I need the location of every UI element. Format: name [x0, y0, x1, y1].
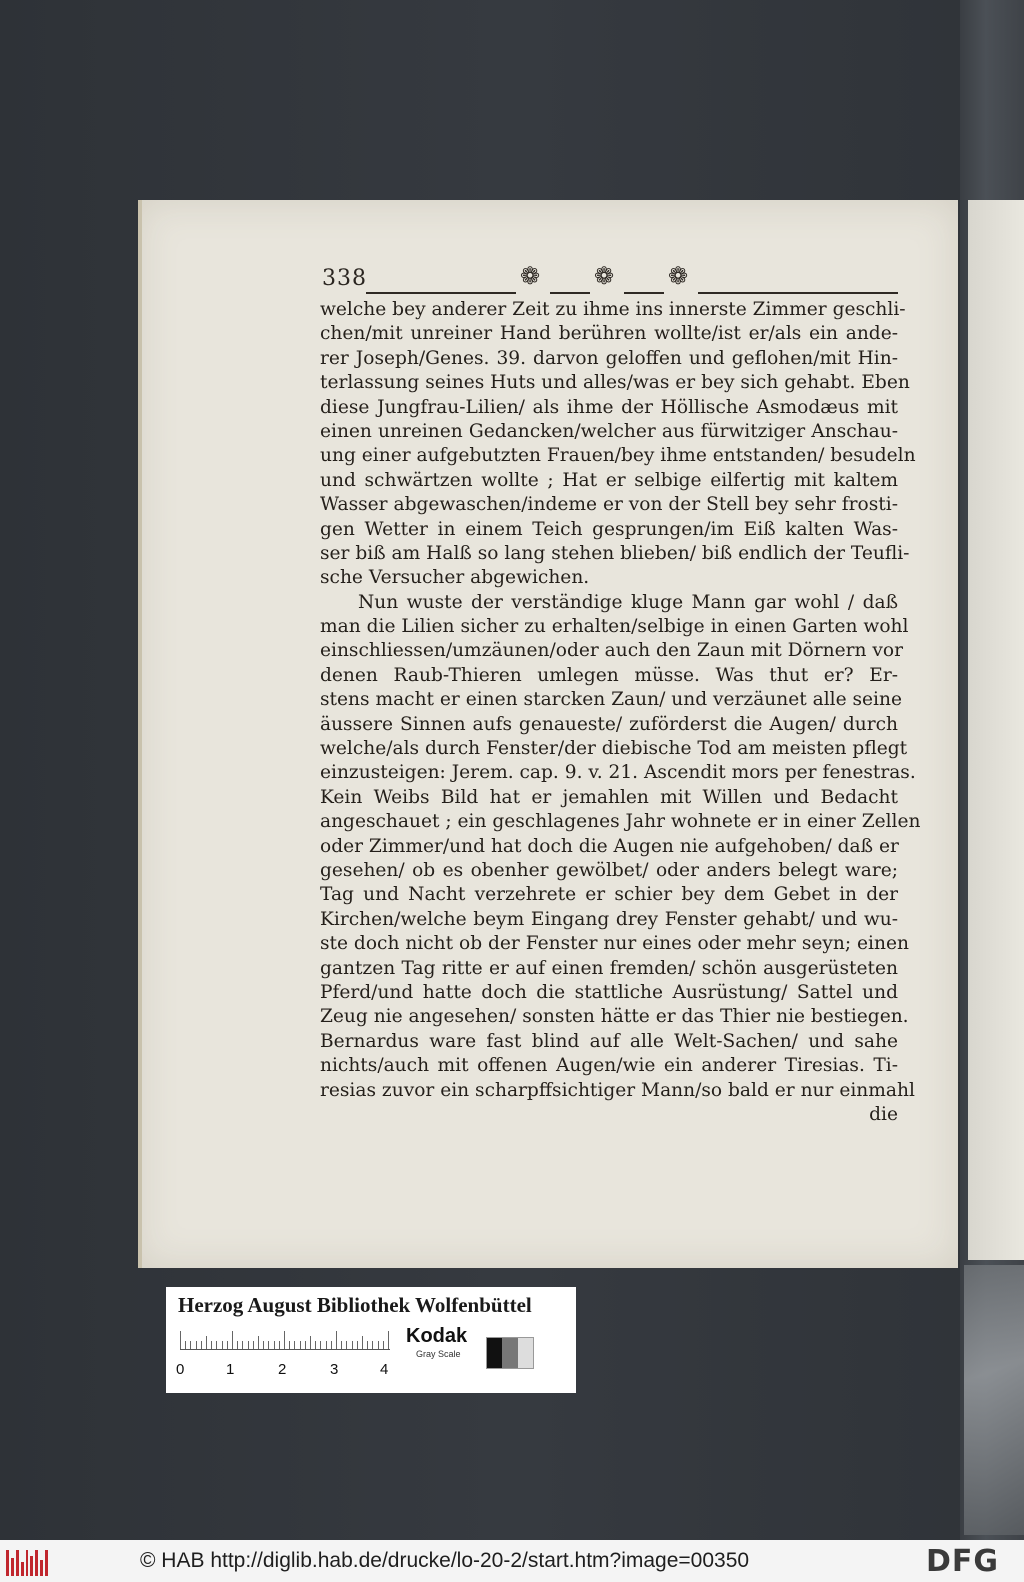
ruler-tick	[263, 1341, 264, 1349]
ruler-tick	[326, 1341, 327, 1349]
page-edge	[138, 200, 142, 1268]
ruler-tick	[294, 1341, 295, 1349]
ruler-tick	[320, 1341, 321, 1349]
ruler-baseline	[180, 1349, 390, 1350]
ruler-tick	[227, 1341, 228, 1349]
ruler-tick	[237, 1341, 238, 1349]
text-line: welche/als durch Fenster/der diebische Tod am meisten pflegt	[320, 738, 908, 760]
ruler-tick	[196, 1341, 197, 1349]
flower-ornament-icon: ❁	[594, 262, 615, 290]
ruler-tick	[289, 1341, 290, 1349]
text-line: gen Wetter in einem Teich gesprungen/im Eiß kalten Was-	[320, 518, 898, 540]
text-line: oder Zimmer/und hat doch die Augen nie aufgehoben/ daß er	[320, 835, 899, 857]
kodak-brand: Kodak	[406, 1325, 468, 1347]
text-line: ste doch nicht ob der Fenster nur eines oder mehr seyn; einen	[320, 933, 909, 955]
ruler-tick	[274, 1341, 275, 1349]
ruler-tick	[341, 1341, 342, 1349]
ruler-tick	[383, 1341, 384, 1349]
adjacent-page-sheet	[968, 200, 1024, 1260]
text-line: einen unreinen Gedancken/welcher aus fürwitziger Anschau-	[320, 420, 898, 442]
library-color-card	[166, 1287, 576, 1393]
ruler-tick	[346, 1341, 347, 1349]
text-line: denen Raub-Thieren umlegen müsse. Was thut er? Er-	[320, 664, 898, 686]
ruler-tick	[357, 1341, 358, 1349]
text-line: gesehen/ ob es obenher gewölbet/ oder anders belegt ware;	[320, 859, 898, 881]
dfg-logo: DFG	[926, 1544, 1000, 1579]
ruler-number: 0	[176, 1361, 185, 1378]
ruler-tick	[362, 1336, 363, 1349]
library-name: Herzog August Bibliothek Wolfenbüttel	[178, 1293, 532, 1317]
ruler-tick	[248, 1341, 249, 1349]
ruler-tick	[268, 1341, 269, 1349]
ruler-tick	[284, 1331, 285, 1349]
ruler-tick	[378, 1341, 379, 1349]
ruler-tick	[185, 1341, 186, 1349]
text-line: Zeug nie angesehen/ sonsten hätte er das Thier nie bestiegen.	[320, 1006, 909, 1028]
text-line: äussere Sinnen aufs genaueste/ zuförderst die Augen/ durch	[320, 713, 898, 735]
text-line: gantzen Tag ritte er auf einen fremden/ schön ausgerüsteten	[320, 957, 898, 979]
ruler-tick	[216, 1341, 217, 1349]
catchword: die	[869, 1103, 898, 1125]
text-line: sche Versucher abgewichen.	[320, 567, 590, 589]
hab-logo-icon	[6, 1548, 48, 1576]
text-line: ung einer aufgebutzten Frauen/bey ihme entstanden/ besudeln	[320, 445, 916, 467]
ruler-tick	[258, 1336, 259, 1349]
header-rule-mid-2	[624, 292, 664, 294]
ruler-tick	[242, 1341, 243, 1349]
ruler-tick	[336, 1331, 337, 1349]
ruler-number: 1	[226, 1361, 235, 1378]
text-line: nichts/auch mit offenen Augen/wie ein anderer Tiresias. Ti-	[320, 1055, 898, 1077]
page-header	[322, 262, 900, 296]
text-line: Kein Weibs Bild hat er jemahlen mit Willen und Bedacht	[320, 786, 898, 808]
text-line: Tag und Nacht verzehrete er schier bey dem Gebet in der	[320, 884, 898, 906]
ruler-number: 3	[330, 1361, 339, 1378]
ruler-tick	[211, 1341, 212, 1349]
header-rule-right	[698, 292, 898, 294]
ruler-tick	[180, 1331, 181, 1349]
flower-ornament-icon: ❁	[520, 262, 541, 290]
text-line: resias zuvor ein scharpffsichtiger Mann/so bald er nur einmahl	[320, 1079, 915, 1101]
text-line: terlassung seines Huts und alles/was er bey sich gehabt. Eben	[320, 372, 910, 394]
ruler-numbers	[176, 1361, 396, 1381]
ruler-number: 2	[278, 1361, 287, 1378]
ruler-tick	[232, 1331, 233, 1349]
header-rule-mid-1	[550, 292, 590, 294]
ruler-tick	[201, 1341, 202, 1349]
page-number: 338	[322, 266, 367, 291]
ruler-number: 4	[380, 1361, 389, 1378]
ruler-tick	[206, 1336, 207, 1349]
text-line: diese Jungfrau-Lilien/ als ihme der Höllische Asmodæus mit	[320, 396, 898, 418]
text-line: einzusteigen: Jerem. cap. 9. v. 21. Ascendit mors per fenestras.	[320, 762, 916, 784]
text-line: Bernardus ware fast blind auf alle Welt-Sachen/ und sahe	[320, 1030, 898, 1052]
text-line: chen/mit unreiner Hand berühren wollte/ist er/als ein ande-	[320, 323, 898, 345]
gray-patch-light	[518, 1338, 533, 1368]
adjacent-film-reflection	[964, 1265, 1024, 1535]
text-line: angeschauet ; ein geschlagenes Jahr wohnete er in einer Zellen	[320, 811, 921, 833]
footer-bar	[0, 1540, 1024, 1582]
ruler-tick	[190, 1341, 191, 1349]
text-line: Wasser abgewaschen/indeme er von der Stell bey sehr frosti-	[320, 494, 898, 516]
adjacent-page-strip	[960, 0, 1024, 1540]
header-rule-left	[366, 292, 516, 294]
text-line: einschliessen/umzäunen/oder auch den Zaun mit Dörnern vor	[320, 640, 903, 662]
body-text	[320, 298, 921, 1127]
copyright-link[interactable]: © HAB http://diglib.hab.de/drucke/lo-20-2/start.htm?image=00350	[140, 1549, 750, 1572]
text-line: stens macht er einen starcken Zaun/ und verzäunet alle seine	[320, 689, 902, 711]
gray-scale-patches	[486, 1337, 534, 1369]
text-line: ser biß am Halß so lang stehen blieben/ biß endlich der Teufli-	[320, 542, 910, 564]
text-line: Pferd/und hatte doch die stattliche Ausrüstung/ Sattel und	[320, 981, 898, 1003]
ruler-tick	[372, 1341, 373, 1349]
text-line: und schwärtzen wollte ; Hat er selbige eilfertig mit kaltem	[320, 469, 898, 491]
flower-ornament-icon: ❁	[668, 262, 689, 290]
gray-patch-black	[487, 1338, 502, 1368]
ruler-tick	[315, 1341, 316, 1349]
ruler-tick	[279, 1341, 280, 1349]
text-line: Kirchen/welche beym Eingang drey Fenster gehabt/ und wu-	[320, 908, 898, 930]
gray-scale-caption: Gray Scale	[416, 1349, 461, 1359]
ruler-tick	[331, 1341, 332, 1349]
ruler-tick	[222, 1341, 223, 1349]
text-line: rer Joseph/Genes. 39. darvon geloffen und geflohen/mit Hin-	[320, 347, 898, 369]
gray-patch-mid	[502, 1338, 517, 1368]
ruler-scale	[180, 1327, 390, 1353]
text-line: welche bey anderer Zeit zu ihme ins innerste Zimmer geschli-	[320, 299, 906, 320]
ruler-tick	[300, 1341, 301, 1349]
ruler-tick	[367, 1341, 368, 1349]
ruler-tick	[305, 1341, 306, 1349]
ruler-tick	[310, 1336, 311, 1349]
text-line: Nun wuste der verständige kluge Mann gar wohl / daß	[358, 591, 898, 613]
ruler-tick	[388, 1331, 389, 1349]
ruler-tick	[352, 1341, 353, 1349]
ruler-tick	[253, 1341, 254, 1349]
text-line: man die Lilien sicher zu erhalten/selbige in einen Garten wohl	[320, 616, 909, 638]
